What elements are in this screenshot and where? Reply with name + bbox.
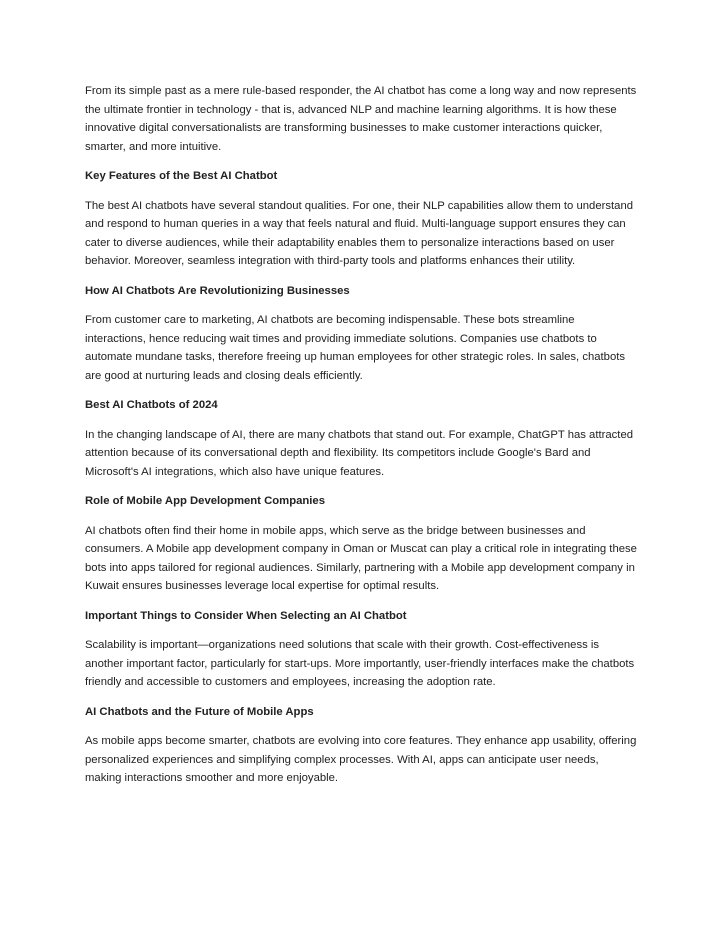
section-heading-key-features: Key Features of the Best AI Chatbot — [85, 170, 278, 182]
section-body-mobile-companies: AI chatbots often find their home in mobile apps, which serve as the bridge between businesses and consumers. A Mobile app development company in Oman or Muscat can play a critical role in integrating these bots into apps tailored for regional audiences. Similarly, partnering with a Mobile app development company in Kuwait ensures businesses leverage local expertise for optimal results. — [85, 524, 637, 592]
section-heading-mobile-companies: Role of Mobile App Development Companies — [85, 495, 325, 507]
section-body-best-2024: In the changing landscape of AI, there are many chatbots that stand out. For example, ChatGPT has attracted attention because of its conversational depth and flexibility. Its competitors include Google's Bard and Microsoft's AI integrations, which also have unique features. — [85, 428, 634, 478]
document-page — [85, 82, 637, 799]
section-body-selection: Scalability is important—organizations need solutions that scale with their growth. Cost-effectiveness is another important factor, particularly for start-ups. More importantly, user-friendly interfaces make the chatbots friendly and accessible to customers and employees, increasing the adoption rate. — [85, 639, 635, 688]
section-heading-selection: Important Things to Consider When Selecting an AI Chatbot — [85, 609, 407, 622]
section-body-key-features: The best AI chatbots have several standout qualities. For one, their NLP capabilities allow them to understand and respond to human queries in a way that feels natural and fluid. Multi-language support ensures they can cater to diverse audiences, while their adaptability enables them to personalize interactions based on user behavior. Moreover, seamless integration with third-party tools and platforms enhances their utility. — [85, 199, 634, 267]
intro-paragraph: From its simple past as a mere rule-based responder, the AI chatbot has come a long way and now represents the ultimate frontier in technology - that is, advanced NLP and machine learning algorithms. It is how these innovative digital conversationalists are transforming businesses to make customer interactions quicker, smarter, and more intuitive. — [85, 85, 637, 153]
section-heading-revolutionizing: How AI Chatbots Are Revolutionizing Businesses — [85, 284, 350, 297]
section-body-revolutionizing: From customer care to marketing, AI chatbots are becoming indispensable. These bots streamline interactions, hence reducing wait times and providing immediate solutions. Companies use chatbots to automate mundane tasks, therefore freeing up human employees for other strategic roles. In sales, chatbots are good at nurturing leads and closing deals efficiently. — [85, 314, 626, 382]
section-body-future: As mobile apps become smarter, chatbots are evolving into core features. They enhance app usability, offering personalized experiences and simplifying complex processes. With AI, apps can anticipate user needs, making interactions smoother and more enjoyable. — [85, 735, 637, 784]
section-heading-best-2024: Best AI Chatbots of 2024 — [85, 399, 218, 411]
section-heading-future: AI Chatbots and the Future of Mobile Apps — [85, 705, 314, 718]
